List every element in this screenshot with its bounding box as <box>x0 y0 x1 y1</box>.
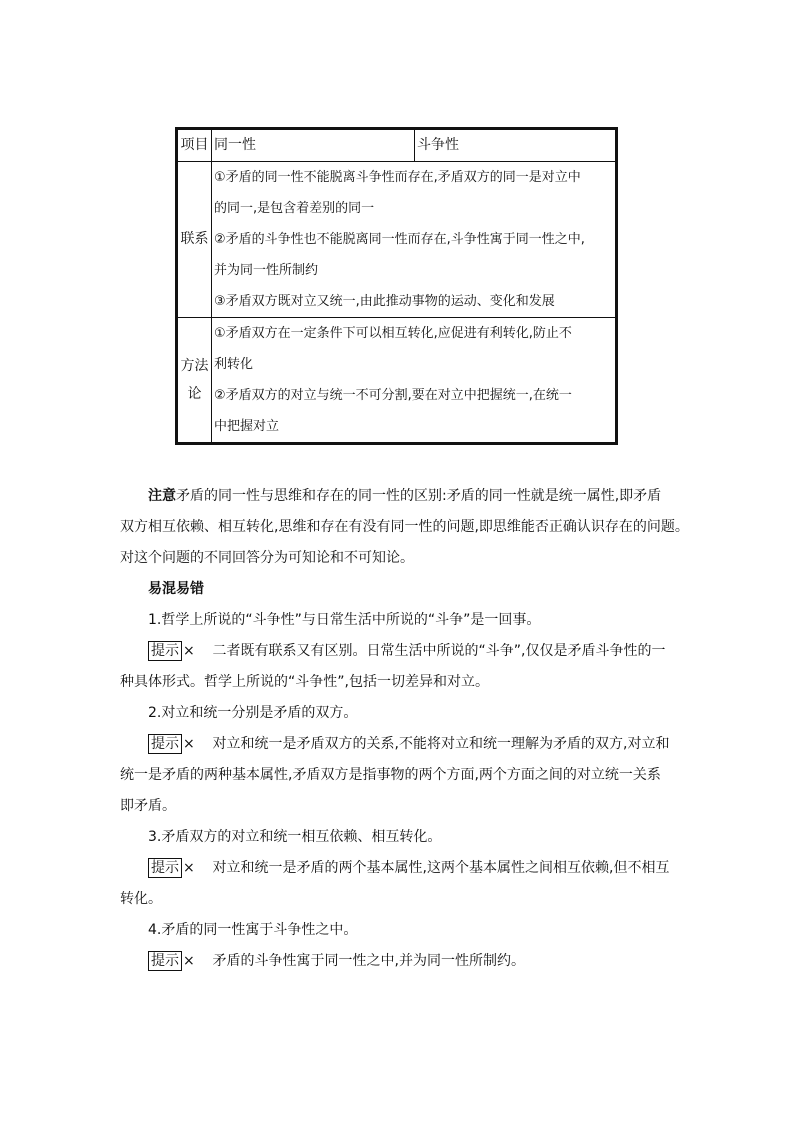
wrong-mark: × <box>183 643 195 659</box>
connection-label: 联系 <box>177 162 212 318</box>
answer-text: 对立和统一是矛盾的两个基本属性,这两个基本属性之间相互依赖,但不相互 <box>212 860 670 876</box>
answer-text: 二者既有联系又有区别。日常生活中所说的“斗争”,仅仅是矛盾斗争性的一 <box>212 643 666 659</box>
answer-line <box>120 729 680 760</box>
table-header-row <box>177 129 617 162</box>
answer-line <box>120 853 680 884</box>
hint-badge: 提示 <box>148 858 182 878</box>
answer-text: 对立和统一是矛盾双方的关系,不能将对立和统一理解为矛盾的双方,对立和 <box>212 736 670 752</box>
header-identity-cell: 同一性 <box>212 129 415 162</box>
note-line: 对这个问题的不同回答分为可知论和不可知论。 <box>120 550 414 566</box>
methodology-label-line: 论 <box>187 386 202 402</box>
note-text: 矛盾的同一性与思维和存在的同一性的区别:矛盾的同一性就是统一属性,即矛盾 <box>176 488 662 504</box>
note-label: 注意 <box>148 488 176 504</box>
wrong-mark: × <box>183 736 195 752</box>
connection-line: 的同一,是包含着差别的同一 <box>214 201 375 216</box>
confusion-item-1 <box>120 605 680 698</box>
note-paragraph <box>120 481 689 574</box>
question-text: 2.对立和统一分别是矛盾的双方。 <box>148 705 358 721</box>
connection-content <box>212 162 617 318</box>
question-text: 4.矛盾的同一性寓于斗争性之中。 <box>148 922 358 938</box>
table-row-methodology <box>177 318 617 444</box>
answer-line: 即矛盾。 <box>120 798 176 814</box>
comparison-table <box>175 127 618 445</box>
methodology-content <box>212 318 617 444</box>
confusion-item-2 <box>120 698 680 822</box>
answer-line <box>120 946 680 977</box>
wrong-mark: × <box>183 860 195 876</box>
answer-line <box>120 636 680 667</box>
confusion-item-3 <box>120 822 680 915</box>
answer-line: 转化。 <box>120 891 162 907</box>
connection-line: ①矛盾的同一性不能脱离斗争性而存在,矛盾双方的同一是对立中 <box>214 170 581 185</box>
table-row-connection <box>177 162 617 318</box>
connection-line: ②矛盾的斗争性也不能脱离同一性而存在,斗争性寓于同一性之中, <box>214 232 585 247</box>
methodology-line: 中把握对立 <box>214 419 280 434</box>
methodology-label-line: 方法 <box>180 358 209 374</box>
header-struggle-cell: 斗争性 <box>415 129 617 162</box>
note-line <box>120 481 680 512</box>
methodology-label <box>177 318 212 444</box>
hint-badge: 提示 <box>148 734 182 754</box>
question-text: 3.矛盾双方的对立和统一相互依赖、相互转化。 <box>148 829 442 845</box>
hint-badge: 提示 <box>148 641 182 661</box>
answer-line: 统一是矛盾的两种基本属性,矛盾双方是指事物的两个方面,两个方面之间的对立统一关系 <box>120 767 661 783</box>
header-item-cell: 项目 <box>177 129 212 162</box>
confusion-heading: 易混易错 <box>148 581 204 597</box>
hint-badge: 提示 <box>148 951 182 971</box>
question-text: 1.哲学上所说的“斗争性”与日常生活中所说的“斗争”是一回事。 <box>148 612 541 628</box>
methodology-line: 利转化 <box>214 357 254 372</box>
wrong-mark: × <box>183 953 195 969</box>
methodology-line: ②矛盾双方的对立与统一不可分割,要在对立中把握统一,在统一 <box>214 388 572 403</box>
answer-text: 矛盾的斗争性寓于同一性之中,并为同一性所制约。 <box>212 953 525 969</box>
connection-line: 并为同一性所制约 <box>214 263 319 278</box>
note-line: 双方相互依赖、相互转化,思维和存在有没有同一性的问题,即思维能否正确认识存在的问题。 <box>120 519 689 535</box>
answer-line: 种具体形式。哲学上所说的“斗争性”,包括一切差异和对立。 <box>120 674 489 690</box>
connection-line: ③矛盾双方既对立又统一,由此推动事物的运动、变化和发展 <box>214 294 555 309</box>
confusion-item-4 <box>120 915 680 977</box>
methodology-line: ①矛盾双方在一定条件下可以相互转化,应促进有利转化,防止不 <box>214 326 572 341</box>
